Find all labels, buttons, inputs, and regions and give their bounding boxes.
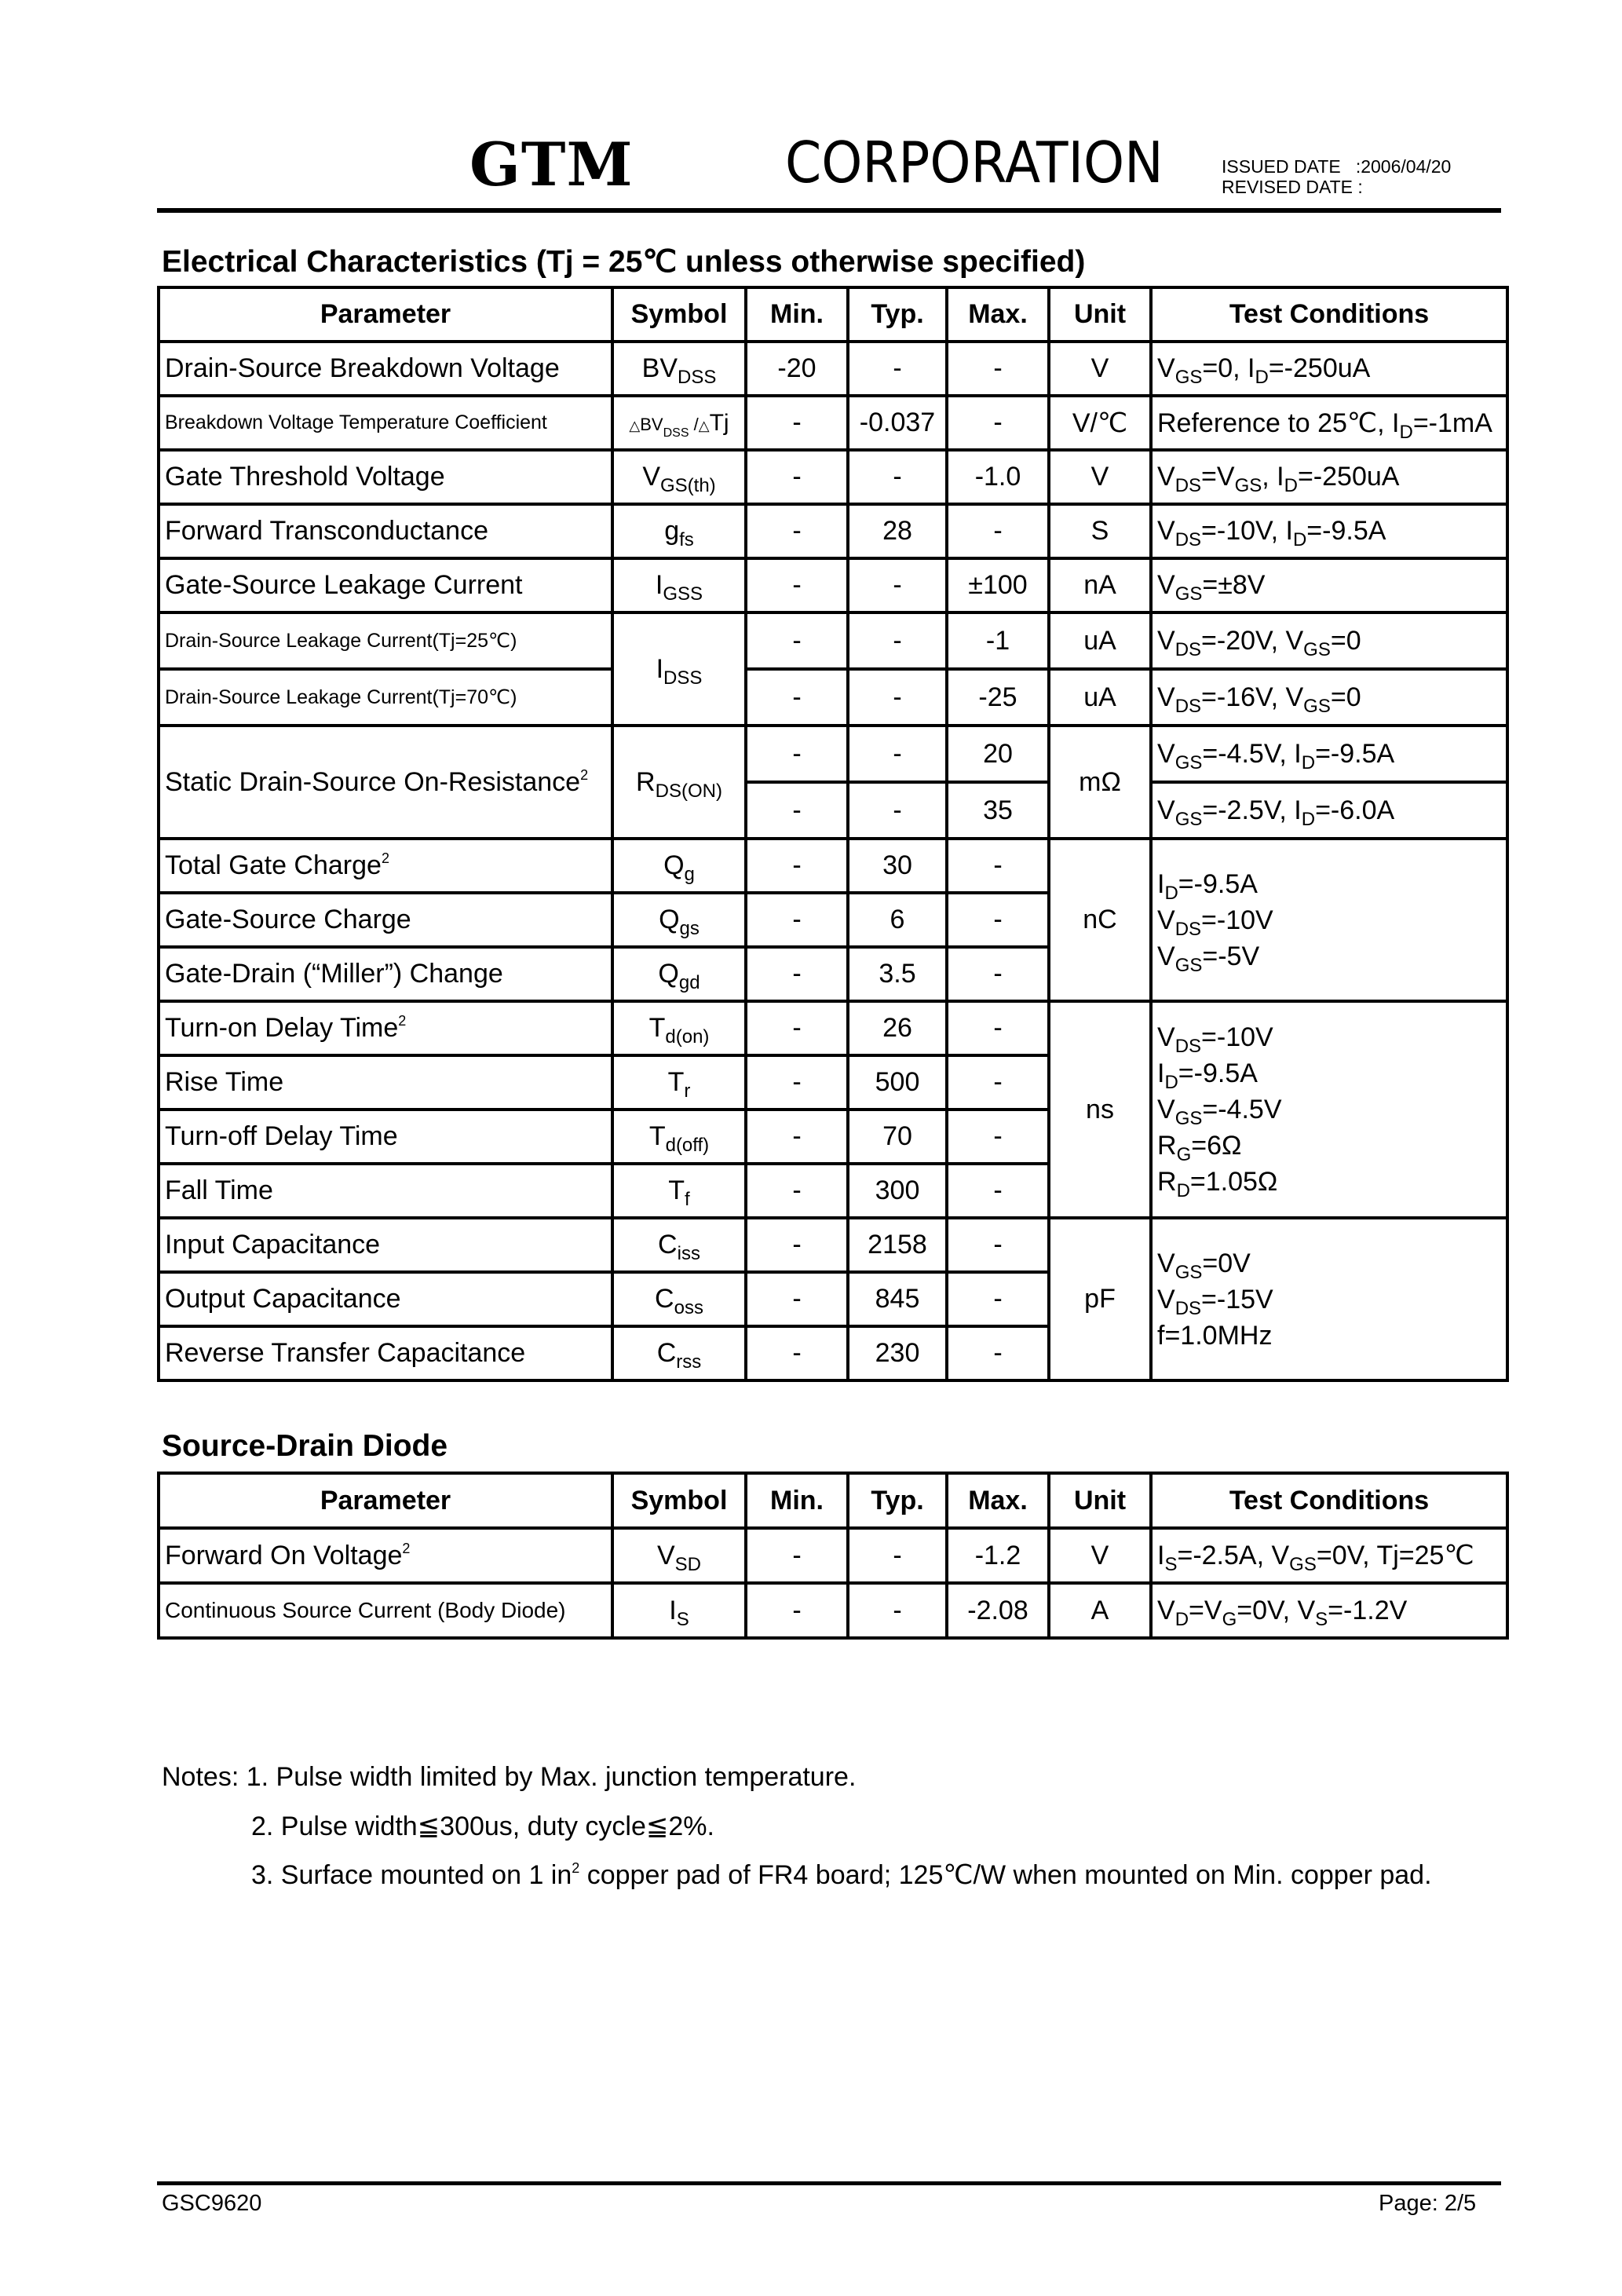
col-header: Typ.: [848, 287, 947, 342]
typ-cell: 2158: [848, 1218, 947, 1272]
footer-rule: [157, 2181, 1501, 2185]
min-cell: -: [746, 1528, 848, 1583]
col-header: Min.: [746, 287, 848, 342]
symbol-cell: $T_r$: [612, 1055, 746, 1110]
company-logo: GTM: [469, 130, 634, 199]
param-cell: Gate-Drain (“Miller”) Change: [159, 947, 612, 1001]
issued-date: ISSUED DATE :2006/04/20: [1222, 156, 1452, 177]
typ-cell: 6: [848, 893, 947, 947]
unit-cell: V/℃: [1049, 396, 1151, 450]
max-cell: -: [947, 504, 1049, 558]
symbol-cell: $T_f$: [612, 1164, 746, 1218]
conditions-cell: $V_{DS}=V_{GS}$, $I_D=-250uA$: [1151, 450, 1507, 504]
min-cell: -: [746, 1326, 848, 1380]
typ-cell: -: [848, 1528, 947, 1583]
col-header: Typ.: [848, 1473, 947, 1528]
col-header: Parameter: [159, 287, 612, 342]
max-cell: -: [947, 1164, 1049, 1218]
note-3: 3. Surface mounted on 1 $in^2$ copper pad of FR4 board; 125℃/W when mounted on Min. copper pad.: [251, 1860, 1432, 1890]
max-cell: -: [947, 839, 1049, 893]
diode-title: Source-Drain Diode: [162, 1429, 448, 1463]
param-cell: Drain-Source Leakage Current(Tj=70℃): [159, 669, 612, 726]
min-cell: -: [746, 1110, 848, 1164]
table-row: [159, 450, 1507, 504]
max-cell: -: [947, 947, 1049, 1001]
table-row: [159, 839, 1507, 893]
table-row: [159, 396, 1507, 450]
note-2: 2. Pulse width≦300us, duty cycle≦2%.: [251, 1812, 714, 1841]
typ-cell: -: [848, 612, 947, 669]
col-header: Unit: [1049, 1473, 1151, 1528]
typ-cell: 300: [848, 1164, 947, 1218]
min-cell: -: [746, 450, 848, 504]
min-cell: -: [746, 558, 848, 612]
symbol-cell: $Q_{gd}$: [612, 947, 746, 1001]
param-cell: Gate-Source Charge: [159, 893, 612, 947]
header-rule: [157, 208, 1501, 213]
min-cell: -: [746, 839, 848, 893]
unit-cell: nC: [1049, 839, 1151, 1001]
col-header: Symbol: [612, 287, 746, 342]
min-cell: -: [746, 1164, 848, 1218]
table-row: [159, 669, 1507, 726]
param-cell: Turn-on Delay Time$^2$: [159, 1001, 612, 1055]
symbol-cell: $Q_g$: [612, 839, 746, 893]
col-header: Test Conditions: [1151, 287, 1507, 342]
max-cell: -: [947, 1218, 1049, 1272]
typ-cell: 230: [848, 1326, 947, 1380]
col-header: Unit: [1049, 287, 1151, 342]
param-cell: Drain-Source Leakage Current(Tj=25℃): [159, 612, 612, 669]
param-cell: Breakdown Voltage Temperature Coefficient: [159, 396, 612, 450]
max-cell: -1.2: [947, 1528, 1049, 1583]
table-header-row: [159, 287, 1507, 342]
max-cell: -: [947, 396, 1049, 450]
symbol-cell: $R_{DS(ON)}$: [612, 726, 746, 839]
max-cell: -: [947, 342, 1049, 396]
symbol-cell: $V_{GS(th)}$: [612, 450, 746, 504]
typ-cell: 845: [848, 1272, 947, 1326]
unit-cell: nA: [1049, 558, 1151, 612]
symbol-cell: $C_{iss}$: [612, 1218, 746, 1272]
table-row: [159, 1583, 1507, 1638]
symbol-cell: $C_{rss}$: [612, 1326, 746, 1380]
typ-cell: 26: [848, 1001, 947, 1055]
unit-cell: V: [1049, 342, 1151, 396]
max-cell: -: [947, 1055, 1049, 1110]
max-cell: -2.08: [947, 1583, 1049, 1638]
table-row: [159, 1001, 1507, 1055]
symbol-cell: $T_{d(on)}$: [612, 1001, 746, 1055]
param-cell: Gate Threshold Voltage: [159, 450, 612, 504]
doc-number: GSC9620: [162, 2191, 262, 2216]
unit-cell: S: [1049, 504, 1151, 558]
conditions-cell: Reference to 25℃, $I_D=-1mA$: [1151, 396, 1507, 450]
col-header: Min.: [746, 1473, 848, 1528]
conditions-cell: $V_{GS}=\pm 8V$: [1151, 558, 1507, 612]
table-row: [159, 558, 1507, 612]
max-cell: 35: [947, 782, 1049, 839]
symbol-cell: $\triangle BV_{DSS}$ /△Tj: [612, 396, 746, 450]
diode-table: [157, 1472, 1509, 1640]
conditions-cell: $I_S=-2.5A$, $V_{GS}=0V$, Tj=25℃: [1151, 1528, 1507, 1583]
max-cell: -: [947, 1001, 1049, 1055]
col-header: Max.: [947, 1473, 1049, 1528]
param-cell: Output Capacitance: [159, 1272, 612, 1326]
param-cell: Static Drain-Source On-Resistance$^2$: [159, 726, 612, 839]
max-cell: ±100: [947, 558, 1049, 612]
conditions-cell: $V_{DS}=-10V$ $I_D=-9.5A$ $V_{GS}=-4.5V$ $R_G=6\Omega$ $R_D=1.05\Omega$: [1151, 1001, 1507, 1218]
note-1: Notes: 1. Pulse width limited by Max. junction temperature.: [162, 1762, 857, 1792]
min-cell: -: [746, 1001, 848, 1055]
typ-cell: -: [848, 669, 947, 726]
min-cell: -: [746, 669, 848, 726]
min-cell: -: [746, 947, 848, 1001]
unit-cell: uA: [1049, 669, 1151, 726]
symbol-cell: $g_{fs}$: [612, 504, 746, 558]
symbol-cell: $T_{d(off)}$: [612, 1110, 746, 1164]
param-cell: Gate-Source Leakage Current: [159, 558, 612, 612]
conditions-cell: $V_{GS}=0V$ $V_{DS}=-15V$ f=1.0MHz: [1151, 1218, 1507, 1380]
min-cell: -: [746, 612, 848, 669]
table-row: [159, 1218, 1507, 1272]
min-cell: -20: [746, 342, 848, 396]
table-header-row: [159, 1473, 1507, 1528]
min-cell: -: [746, 893, 848, 947]
conditions-cell: $V_{GS}=-2.5V$, $I_D=-6.0A$: [1151, 782, 1507, 839]
min-cell: -: [746, 782, 848, 839]
min-cell: -: [746, 1218, 848, 1272]
symbol-cell: $I_{DSS}$: [612, 612, 746, 726]
max-cell: -1: [947, 612, 1049, 669]
max-cell: -: [947, 1326, 1049, 1380]
table-row: [159, 342, 1507, 396]
symbol-cell: $I_S$: [612, 1583, 746, 1638]
conditions-cell: $V_{GS}=-4.5V$, $I_D=-9.5A$: [1151, 726, 1507, 782]
col-header: Test Conditions: [1151, 1473, 1507, 1528]
table-row: [159, 504, 1507, 558]
min-cell: -: [746, 1272, 848, 1326]
min-cell: -: [746, 396, 848, 450]
unit-cell: V: [1049, 1528, 1151, 1583]
symbol-cell: $I_{GSS}$: [612, 558, 746, 612]
symbol-cell: $V_{SD}$: [612, 1528, 746, 1583]
min-cell: -: [746, 726, 848, 782]
min-cell: -: [746, 1583, 848, 1638]
table-row: [159, 612, 1507, 669]
min-cell: -: [746, 504, 848, 558]
param-cell: Turn-off Delay Time: [159, 1110, 612, 1164]
conditions-cell: $V_{DS}=-16V$, $V_{GS}=0$: [1151, 669, 1507, 726]
issue-dates: [1222, 156, 1451, 197]
typ-cell: 28: [848, 504, 947, 558]
electrical-table: [157, 286, 1509, 1382]
param-cell: Rise Time: [159, 1055, 612, 1110]
col-header: Symbol: [612, 1473, 746, 1528]
unit-cell: pF: [1049, 1218, 1151, 1380]
typ-cell: -: [848, 726, 947, 782]
min-cell: -: [746, 1055, 848, 1110]
conditions-cell: $V_{DS}=-20V$, $V_{GS}=0$: [1151, 612, 1507, 669]
unit-cell: A: [1049, 1583, 1151, 1638]
max-cell: -: [947, 1110, 1049, 1164]
typ-cell: -: [848, 1583, 947, 1638]
param-cell: Total Gate Charge$^2$: [159, 839, 612, 893]
param-cell: Fall Time: [159, 1164, 612, 1218]
conditions-cell: $V_{GS}=0$, $I_D=-250uA$: [1151, 342, 1507, 396]
typ-cell: 30: [848, 839, 947, 893]
conditions-cell: $V_D=V_G=0V$, $V_S=-1.2V$: [1151, 1583, 1507, 1638]
param-cell: Forward Transconductance: [159, 504, 612, 558]
typ-cell: 500: [848, 1055, 947, 1110]
typ-cell: -: [848, 558, 947, 612]
max-cell: 20: [947, 726, 1049, 782]
table-row: [159, 1528, 1507, 1583]
param-cell: Forward On Voltage$^2$: [159, 1528, 612, 1583]
symbol-cell: $BV_{DSS}$: [612, 342, 746, 396]
param-cell: Drain-Source Breakdown Voltage: [159, 342, 612, 396]
unit-cell: ns: [1049, 1001, 1151, 1218]
typ-cell: -: [848, 450, 947, 504]
max-cell: -25: [947, 669, 1049, 726]
unit-cell: uA: [1049, 612, 1151, 669]
max-cell: -: [947, 1272, 1049, 1326]
unit-cell: mΩ: [1049, 726, 1151, 839]
table-row: [159, 726, 1507, 782]
company-name: CORPORATION: [785, 130, 1164, 196]
symbol-cell: $Q_{gs}$: [612, 893, 746, 947]
page-number: Page: 2/5: [1379, 2191, 1477, 2216]
unit-cell: V: [1049, 450, 1151, 504]
col-header: Max.: [947, 287, 1049, 342]
conditions-cell: $V_{DS}=-10V$, $I_D=-9.5A$: [1151, 504, 1507, 558]
conditions-cell: $I_D=-9.5A$ $V_{DS}=-10V$ $V_{GS}=-5V$: [1151, 839, 1507, 1001]
param-cell: Reverse Transfer Capacitance: [159, 1326, 612, 1380]
electrical-title: Electrical Characteristics (Tj = 25℃ unless otherwise specified): [162, 245, 1086, 279]
revised-date: REVISED DATE :: [1222, 177, 1363, 197]
typ-cell: -: [848, 782, 947, 839]
symbol-cell: $C_{oss}$: [612, 1272, 746, 1326]
typ-cell: 3.5: [848, 947, 947, 1001]
typ-cell: -: [848, 342, 947, 396]
param-cell: Continuous Source Current (Body Diode): [159, 1583, 612, 1638]
param-cell: Input Capacitance: [159, 1218, 612, 1272]
max-cell: -: [947, 893, 1049, 947]
typ-cell: 70: [848, 1110, 947, 1164]
col-header: Parameter: [159, 1473, 612, 1528]
max-cell: -1.0: [947, 450, 1049, 504]
typ-cell: -0.037: [848, 396, 947, 450]
